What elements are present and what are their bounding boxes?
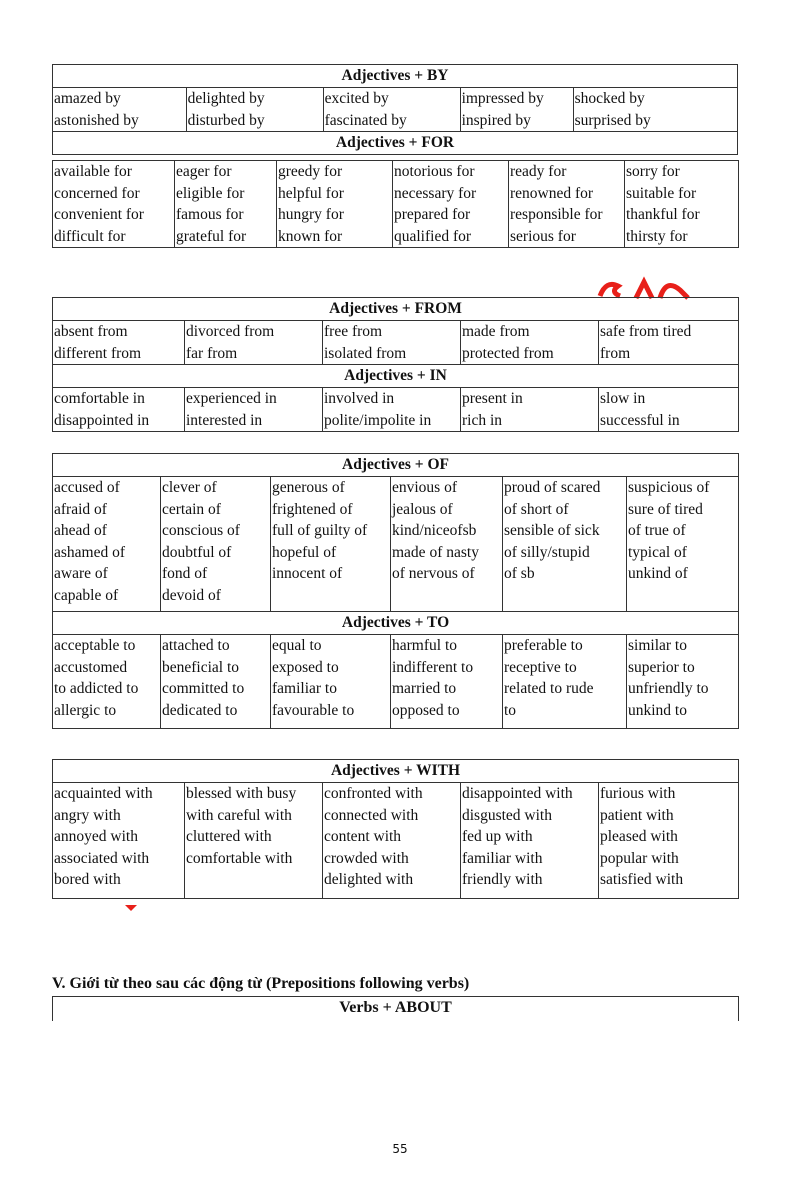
for-cell: notorious for necessary for prepared for qualified for — [393, 161, 509, 248]
section-title-in: Adjectives + IN — [53, 365, 739, 388]
with-cell: furious with patient with pleased with popular with satisfied with — [599, 783, 739, 899]
section-heading-prepositions-following-verbs: V. Giới từ theo sau các động từ (Prepositions following verbs) — [52, 975, 470, 992]
section-title-from: Adjectives + FROM — [53, 298, 739, 321]
table-adjectives-of-to — [52, 453, 739, 729]
for-cell: available for concerned for convenient for difficult for — [53, 161, 175, 248]
by-cell: excited by fascinated by — [323, 88, 460, 132]
by-cell: delighted by disturbed by — [186, 88, 323, 132]
section-title-of: Adjectives + OF — [53, 454, 739, 477]
of-cell: clever of certain of conscious of doubtful of fond of devoid of — [161, 477, 271, 612]
section-title-for: Adjectives + FOR — [53, 132, 738, 155]
table-adjectives-for — [52, 160, 739, 248]
from-cell: made from protected from — [461, 321, 599, 365]
to-cell: acceptable to accustomed to addicted to allergic to — [53, 635, 161, 729]
for-cell: ready for renowned for responsible for serious for — [509, 161, 625, 248]
from-cell: divorced from far from — [185, 321, 323, 365]
table-adjectives-with — [52, 759, 739, 899]
table-adjectives-by-for — [52, 64, 738, 155]
in-cell: comfortable in disappointed in — [53, 388, 185, 432]
with-cell: acquainted with angry with annoyed with associated with bored with — [53, 783, 185, 899]
by-cell: impressed by inspired by — [460, 88, 573, 132]
by-cell: shocked by surprised by — [573, 88, 737, 132]
for-cell: eager for eligible for famous for grateful for — [175, 161, 277, 248]
page-number: 55 — [392, 1142, 408, 1156]
with-cell: blessed with busy with careful with cluttered with comfortable with — [185, 783, 323, 899]
in-cell: experienced in interested in — [185, 388, 323, 432]
in-cell: involved in polite/impolite in — [323, 388, 461, 432]
of-cell: envious of jealous of kind/niceofsb made of nasty of nervous of — [391, 477, 503, 612]
to-cell: harmful to indifferent to married to opposed to — [391, 635, 503, 729]
from-cell: safe from tired from — [599, 321, 739, 365]
section-title-to: Adjectives + TO — [53, 612, 739, 635]
from-cell: free from isolated from — [323, 321, 461, 365]
section-title-with: Adjectives + WITH — [53, 760, 739, 783]
of-cell: accused of afraid of ahead of ashamed of aware of capable of — [53, 477, 161, 612]
with-cell: disappointed with disgusted with fed up with familiar with friendly with — [461, 783, 599, 899]
table-adjectives-from-in — [52, 297, 739, 432]
section-title-by: Adjectives + BY — [53, 65, 738, 88]
to-cell: attached to beneficial to committed to dedicated to — [161, 635, 271, 729]
of-cell: generous of frightened of full of guilty of hopeful of innocent of — [271, 477, 391, 612]
in-cell: present in rich in — [461, 388, 599, 432]
section-title-verbs-about: Verbs + ABOUT — [52, 996, 739, 1021]
with-cell: confronted with connected with content with crowded with delighted with — [323, 783, 461, 899]
of-cell: proud of scared of short of sensible of sick of silly/stupid of sb — [503, 477, 627, 612]
watermark-dot — [124, 904, 138, 912]
in-cell: slow in successful in — [599, 388, 739, 432]
for-cell: sorry for suitable for thankful for thirsty for — [625, 161, 739, 248]
by-cell: amazed by astonished by — [53, 88, 187, 132]
from-cell: absent from different from — [53, 321, 185, 365]
to-cell: similar to superior to unfriendly to unkind to — [627, 635, 739, 729]
for-cell: greedy for helpful for hungry for known for — [277, 161, 393, 248]
of-cell: suspicious of sure of tired of true of typical of unkind of — [627, 477, 739, 612]
to-cell: equal to exposed to familiar to favourable to — [271, 635, 391, 729]
to-cell: preferable to receptive to related to rude to — [503, 635, 627, 729]
